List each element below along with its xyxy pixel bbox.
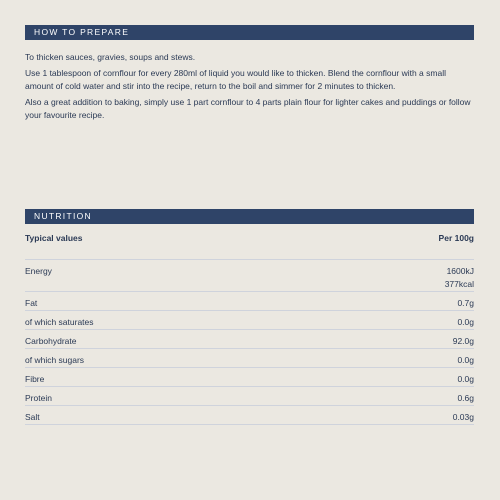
nutrient-label: Protein xyxy=(25,393,52,403)
prepare-paragraph: To thicken sauces, gravies, soups and stews. xyxy=(25,52,196,62)
nutrient-label: Fibre xyxy=(25,374,45,384)
prepare-paragraph: Also a great addition to baking, simply use 1 part cornflour to 4 parts plain flour for lighter cakes and puddings or follow your favourite recipe. xyxy=(25,97,471,120)
nutrient-label: of which sugars xyxy=(25,355,85,365)
nutrient-label: Fat xyxy=(25,298,38,308)
prepare-paragraph: Use 1 tablespoon of cornflour for every 280ml of liquid you would like to thicken. Blend the cornflour with a small amount of cold water and stir into the recipe, return to the boil and simmer for 2 minutes to thicken. xyxy=(25,68,446,91)
nutrient-value: 0.03g xyxy=(452,412,474,422)
energy-kcal-value: 377kcal xyxy=(444,279,474,289)
nutrition-header: NUTRITION xyxy=(25,209,474,224)
nutrient-label: Energy xyxy=(25,266,52,276)
how-to-prepare-header: HOW TO PREPARE xyxy=(25,25,474,40)
nutrient-label: of which saturates xyxy=(25,317,94,327)
nutrient-label: Carbohydrate xyxy=(25,336,77,346)
nutrient-value: 0.0g xyxy=(457,355,474,365)
table-row xyxy=(25,310,474,330)
table-row xyxy=(25,259,474,292)
energy-kj-value: 1600kJ xyxy=(446,266,474,276)
typical-values-label: Typical values xyxy=(25,233,83,243)
table-row xyxy=(25,367,474,387)
table-row xyxy=(25,405,474,425)
nutrient-value: 0.6g xyxy=(457,393,474,403)
nutrient-value: 0.0g xyxy=(457,317,474,327)
per-100g-label: Per 100g xyxy=(438,233,474,243)
table-row xyxy=(25,291,474,311)
nutrition-column-headers xyxy=(25,226,474,260)
nutrient-label: Salt xyxy=(25,412,40,422)
table-row xyxy=(25,348,474,368)
nutrient-value: 0.0g xyxy=(457,374,474,384)
nutrient-value xyxy=(445,265,474,291)
nutrient-value: 92.0g xyxy=(452,336,474,346)
table-row xyxy=(25,386,474,406)
table-row xyxy=(25,329,474,349)
nutrient-value: 0.7g xyxy=(457,298,474,308)
prepare-instructions xyxy=(25,51,474,125)
